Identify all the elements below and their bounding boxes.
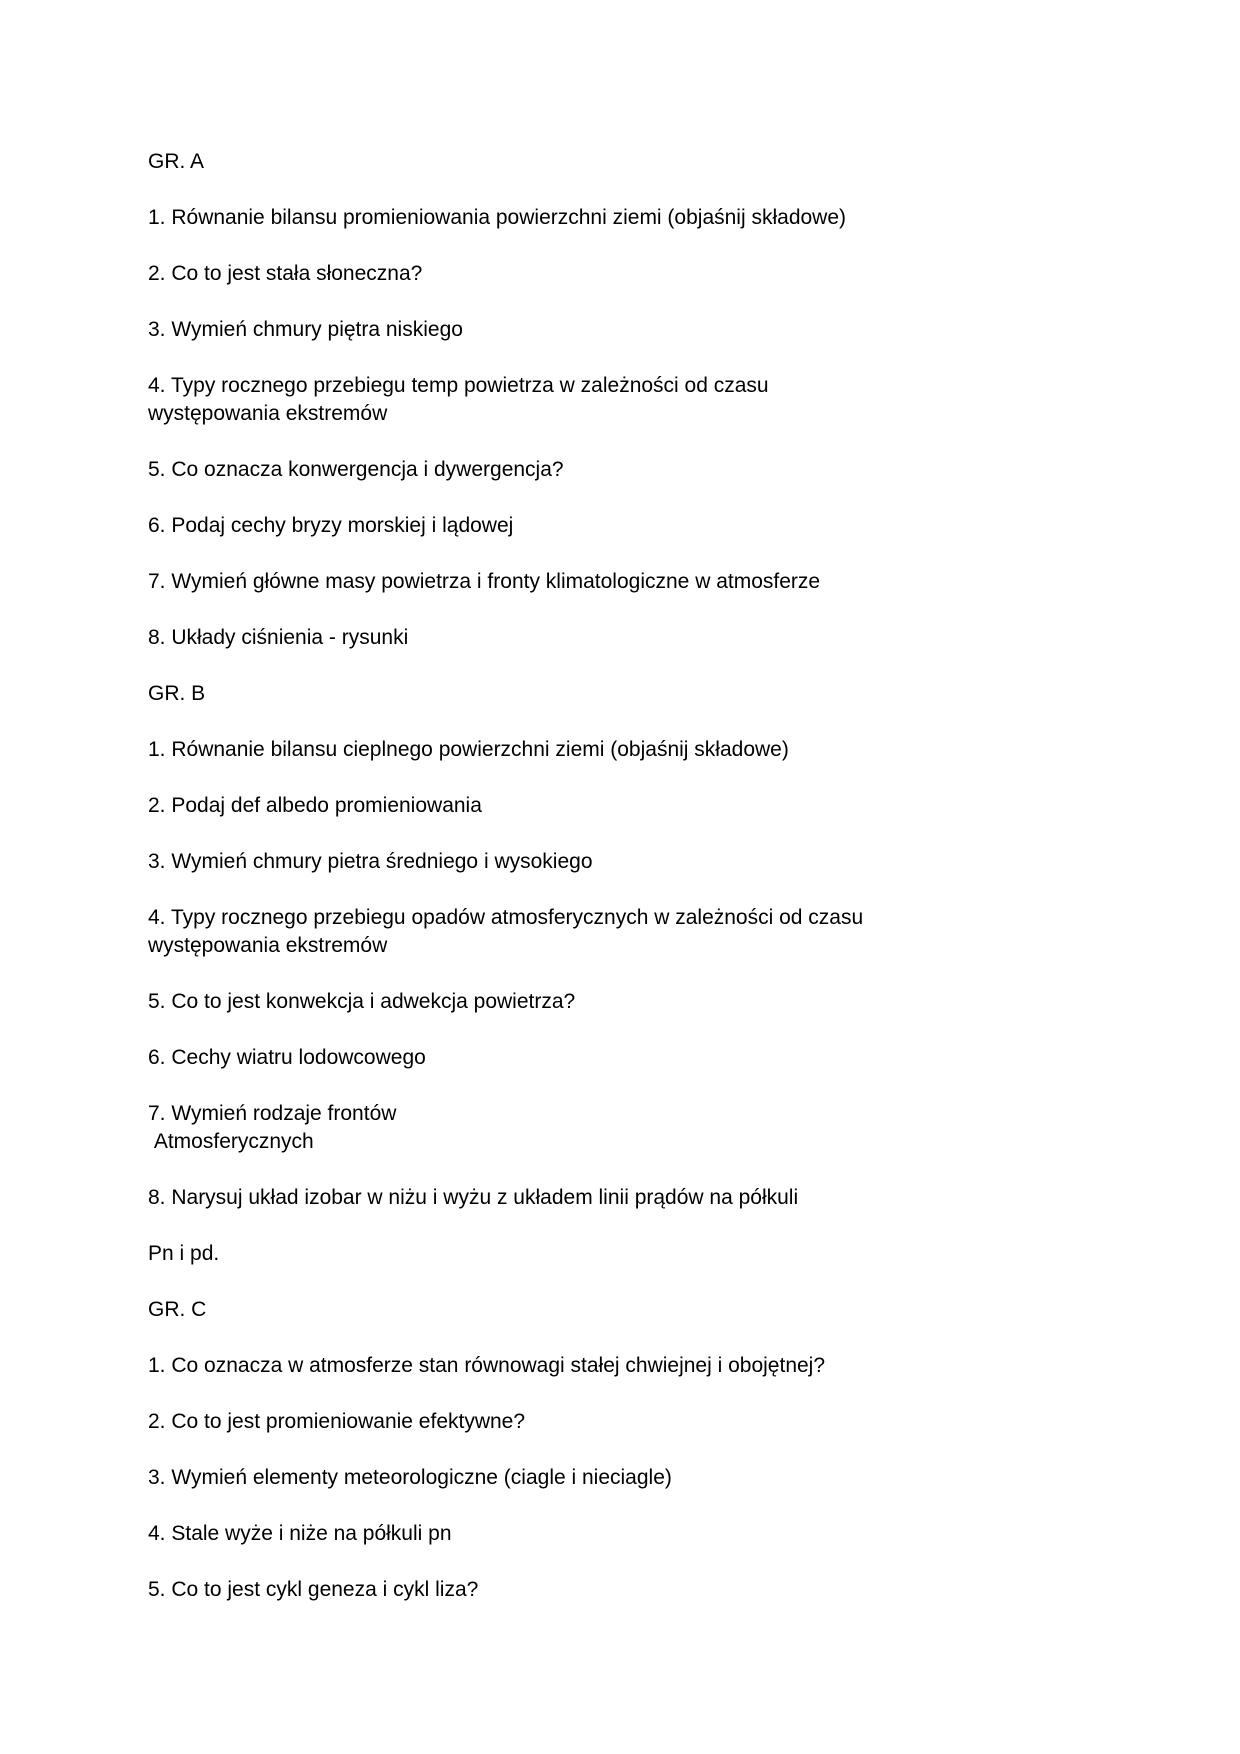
question-a-2: 2. Co to jest stała słoneczna? (148, 262, 423, 285)
question-b-6: 6. Cechy wiatru lodowcowego (148, 1046, 426, 1069)
group-title-b: GR. B (148, 682, 206, 705)
question-a-8: 8. Układy ciśnienia - rysunki (148, 626, 409, 649)
question-b-5: 5. Co to jest konwekcja i adwekcja powietrza? (148, 990, 576, 1013)
question-c-4: 4. Stale wyże i niże na półkuli pn (148, 1522, 452, 1545)
question-a-7: 7. Wymień główne masy powietrza i fronty klimatologiczne w atmosferze (148, 570, 821, 593)
question-c-5: 5. Co to jest cykl geneza i cykl liza? (148, 1578, 479, 1601)
question-c-2: 2. Co to jest promieniowanie efektywne? (148, 1410, 526, 1433)
group-title-c: GR. C (148, 1298, 207, 1321)
question-b-3: 3. Wymień chmury pietra średniego i wysokiego (148, 850, 593, 873)
question-b-8-continuation: Pn i pd. (148, 1242, 220, 1265)
question-b-8: 8. Narysuj układ izobar w niżu i wyżu z układem linii prądów na półkuli (148, 1186, 799, 1209)
document-page (148, 148, 1148, 1604)
question-a-1: 1. Równanie bilansu promieniowania powierzchni ziemi (objaśnij składowe) (148, 206, 847, 229)
question-b-7: 7. Wymień rodzaje frontów Atmosferycznych (148, 1102, 397, 1153)
question-c-1: 1. Co oznacza w atmosferze stan równowagi stałej chwiejnej i obojętnej? (148, 1354, 826, 1377)
question-a-6: 6. Podaj cechy bryzy morskiej i lądowej (148, 514, 514, 537)
question-b-2: 2. Podaj def albedo promieniowania (148, 794, 482, 817)
question-a-4: 4. Typy rocznego przebiegu temp powietrza w zależności od czasu występowania ekstremów (148, 374, 769, 425)
question-c-3: 3. Wymień elementy meteorologiczne (ciagle i nieciagle) (148, 1466, 672, 1489)
group-title-a: GR. A (148, 150, 205, 173)
question-b-4: 4. Typy rocznego przebiegu opadów atmosferycznych w zależności od czasu występowania ekstremów (148, 906, 864, 957)
question-a-5: 5. Co oznacza konwergencja i dywergencja? (148, 458, 564, 481)
question-b-1: 1. Równanie bilansu cieplnego powierzchni ziemi (objaśnij składowe) (148, 738, 789, 761)
question-a-3: 3. Wymień chmury piętra niskiego (148, 318, 463, 341)
